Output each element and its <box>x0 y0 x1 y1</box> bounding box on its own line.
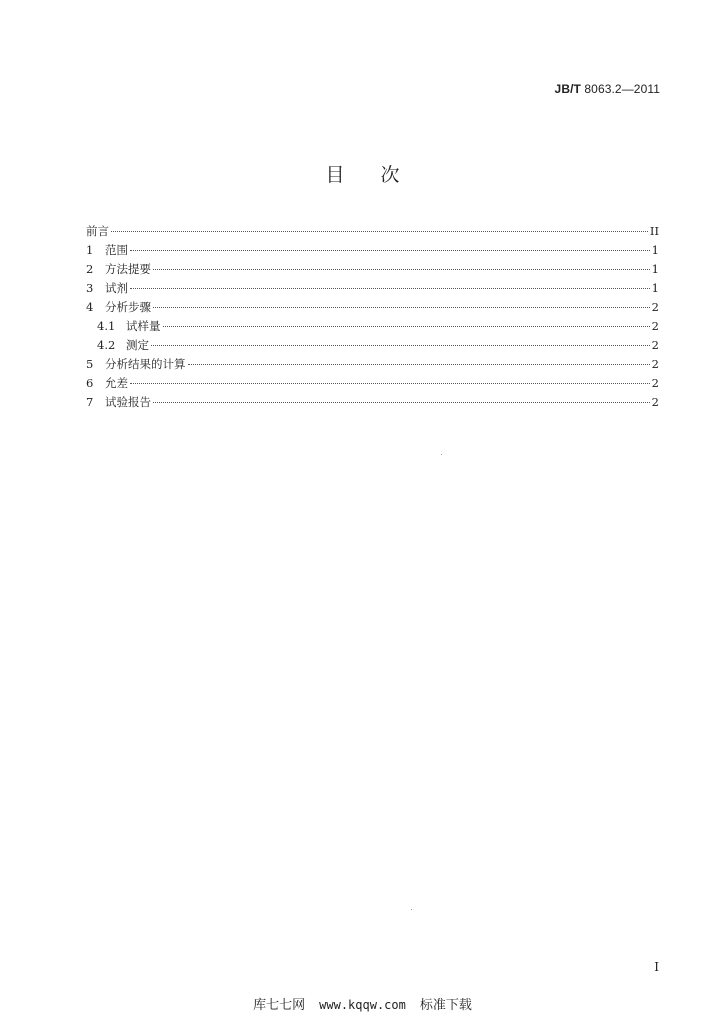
toc-entry-preface[interactable] <box>86 222 659 241</box>
toc-entry-label: 分析结果的计算 <box>105 357 186 371</box>
toc-entry-label: 分析步骤 <box>105 300 151 314</box>
toc-entry-number: 7 <box>86 395 94 409</box>
toc-entry-page: 2 <box>651 376 659 390</box>
footer-site-name: 库七七网 <box>253 998 306 1013</box>
dot-leader <box>130 287 650 289</box>
toc-entry-1[interactable] <box>86 241 659 260</box>
dot-leader <box>153 306 650 308</box>
toc-entry-number: 1 <box>86 243 94 257</box>
toc-entry-4-1[interactable] <box>86 317 659 336</box>
toc-title <box>0 160 725 187</box>
toc-entry-page: 2 <box>651 319 659 333</box>
toc-entry-page: II <box>649 224 659 238</box>
footer-tagline: 标准下载 <box>419 998 472 1013</box>
toc-entry-page: 1 <box>651 262 659 276</box>
toc-entry-number: 6 <box>86 376 94 390</box>
toc-entry-label: 允差 <box>105 376 128 390</box>
table-of-contents <box>86 222 659 412</box>
toc-entry-number: 2 <box>86 262 94 276</box>
toc-entry-page: 2 <box>651 338 659 352</box>
footer-watermark <box>0 994 725 1013</box>
toc-entry-3[interactable] <box>86 279 659 298</box>
toc-entry-number: 3 <box>86 281 94 295</box>
toc-entry-2[interactable] <box>86 260 659 279</box>
dot-leader <box>151 344 650 346</box>
page-number: I <box>654 960 659 974</box>
standard-prefix: JB/T <box>554 82 581 96</box>
toc-entry-page: 2 <box>651 300 659 314</box>
toc-entry-number: 4.2 <box>97 338 116 352</box>
toc-title-char-2: 次 <box>380 164 400 186</box>
footer-url[interactable]: www.kqqw.com <box>319 998 406 1012</box>
toc-entry-7[interactable] <box>86 393 659 412</box>
toc-entry-6[interactable] <box>86 374 659 393</box>
toc-entry-label: 范围 <box>105 243 128 257</box>
toc-entry-4[interactable] <box>86 298 659 317</box>
toc-entry-page: 2 <box>651 395 659 409</box>
dot-leader <box>163 325 650 327</box>
toc-entry-number: 4 <box>86 300 94 314</box>
toc-entry-label: 测定 <box>126 338 149 352</box>
toc-entry-page: 1 <box>651 243 659 257</box>
dot-leader <box>188 363 650 365</box>
standard-number: 8063.2—2011 <box>584 82 660 96</box>
toc-entry-label: 方法提要 <box>105 262 151 276</box>
toc-entry-page: 2 <box>651 357 659 371</box>
toc-title-char-1: 目 <box>325 164 345 186</box>
toc-entry-label: 试验报告 <box>105 395 151 409</box>
toc-entry-5[interactable] <box>86 355 659 374</box>
dot-leader <box>153 268 650 270</box>
toc-entry-label: 试剂 <box>105 281 128 295</box>
toc-entry-label: 前言 <box>86 224 109 238</box>
scan-speck <box>441 454 442 455</box>
scan-speck <box>411 909 412 910</box>
dot-leader <box>130 249 650 251</box>
toc-entry-number: 4.1 <box>97 319 116 333</box>
toc-entry-page: 1 <box>651 281 659 295</box>
toc-entry-4-2[interactable] <box>86 336 659 355</box>
dot-leader <box>153 401 650 403</box>
toc-entry-label: 试样量 <box>126 319 161 333</box>
dot-leader <box>130 382 650 384</box>
standard-code <box>555 82 660 96</box>
toc-entry-number: 5 <box>86 357 94 371</box>
dot-leader <box>111 230 648 232</box>
